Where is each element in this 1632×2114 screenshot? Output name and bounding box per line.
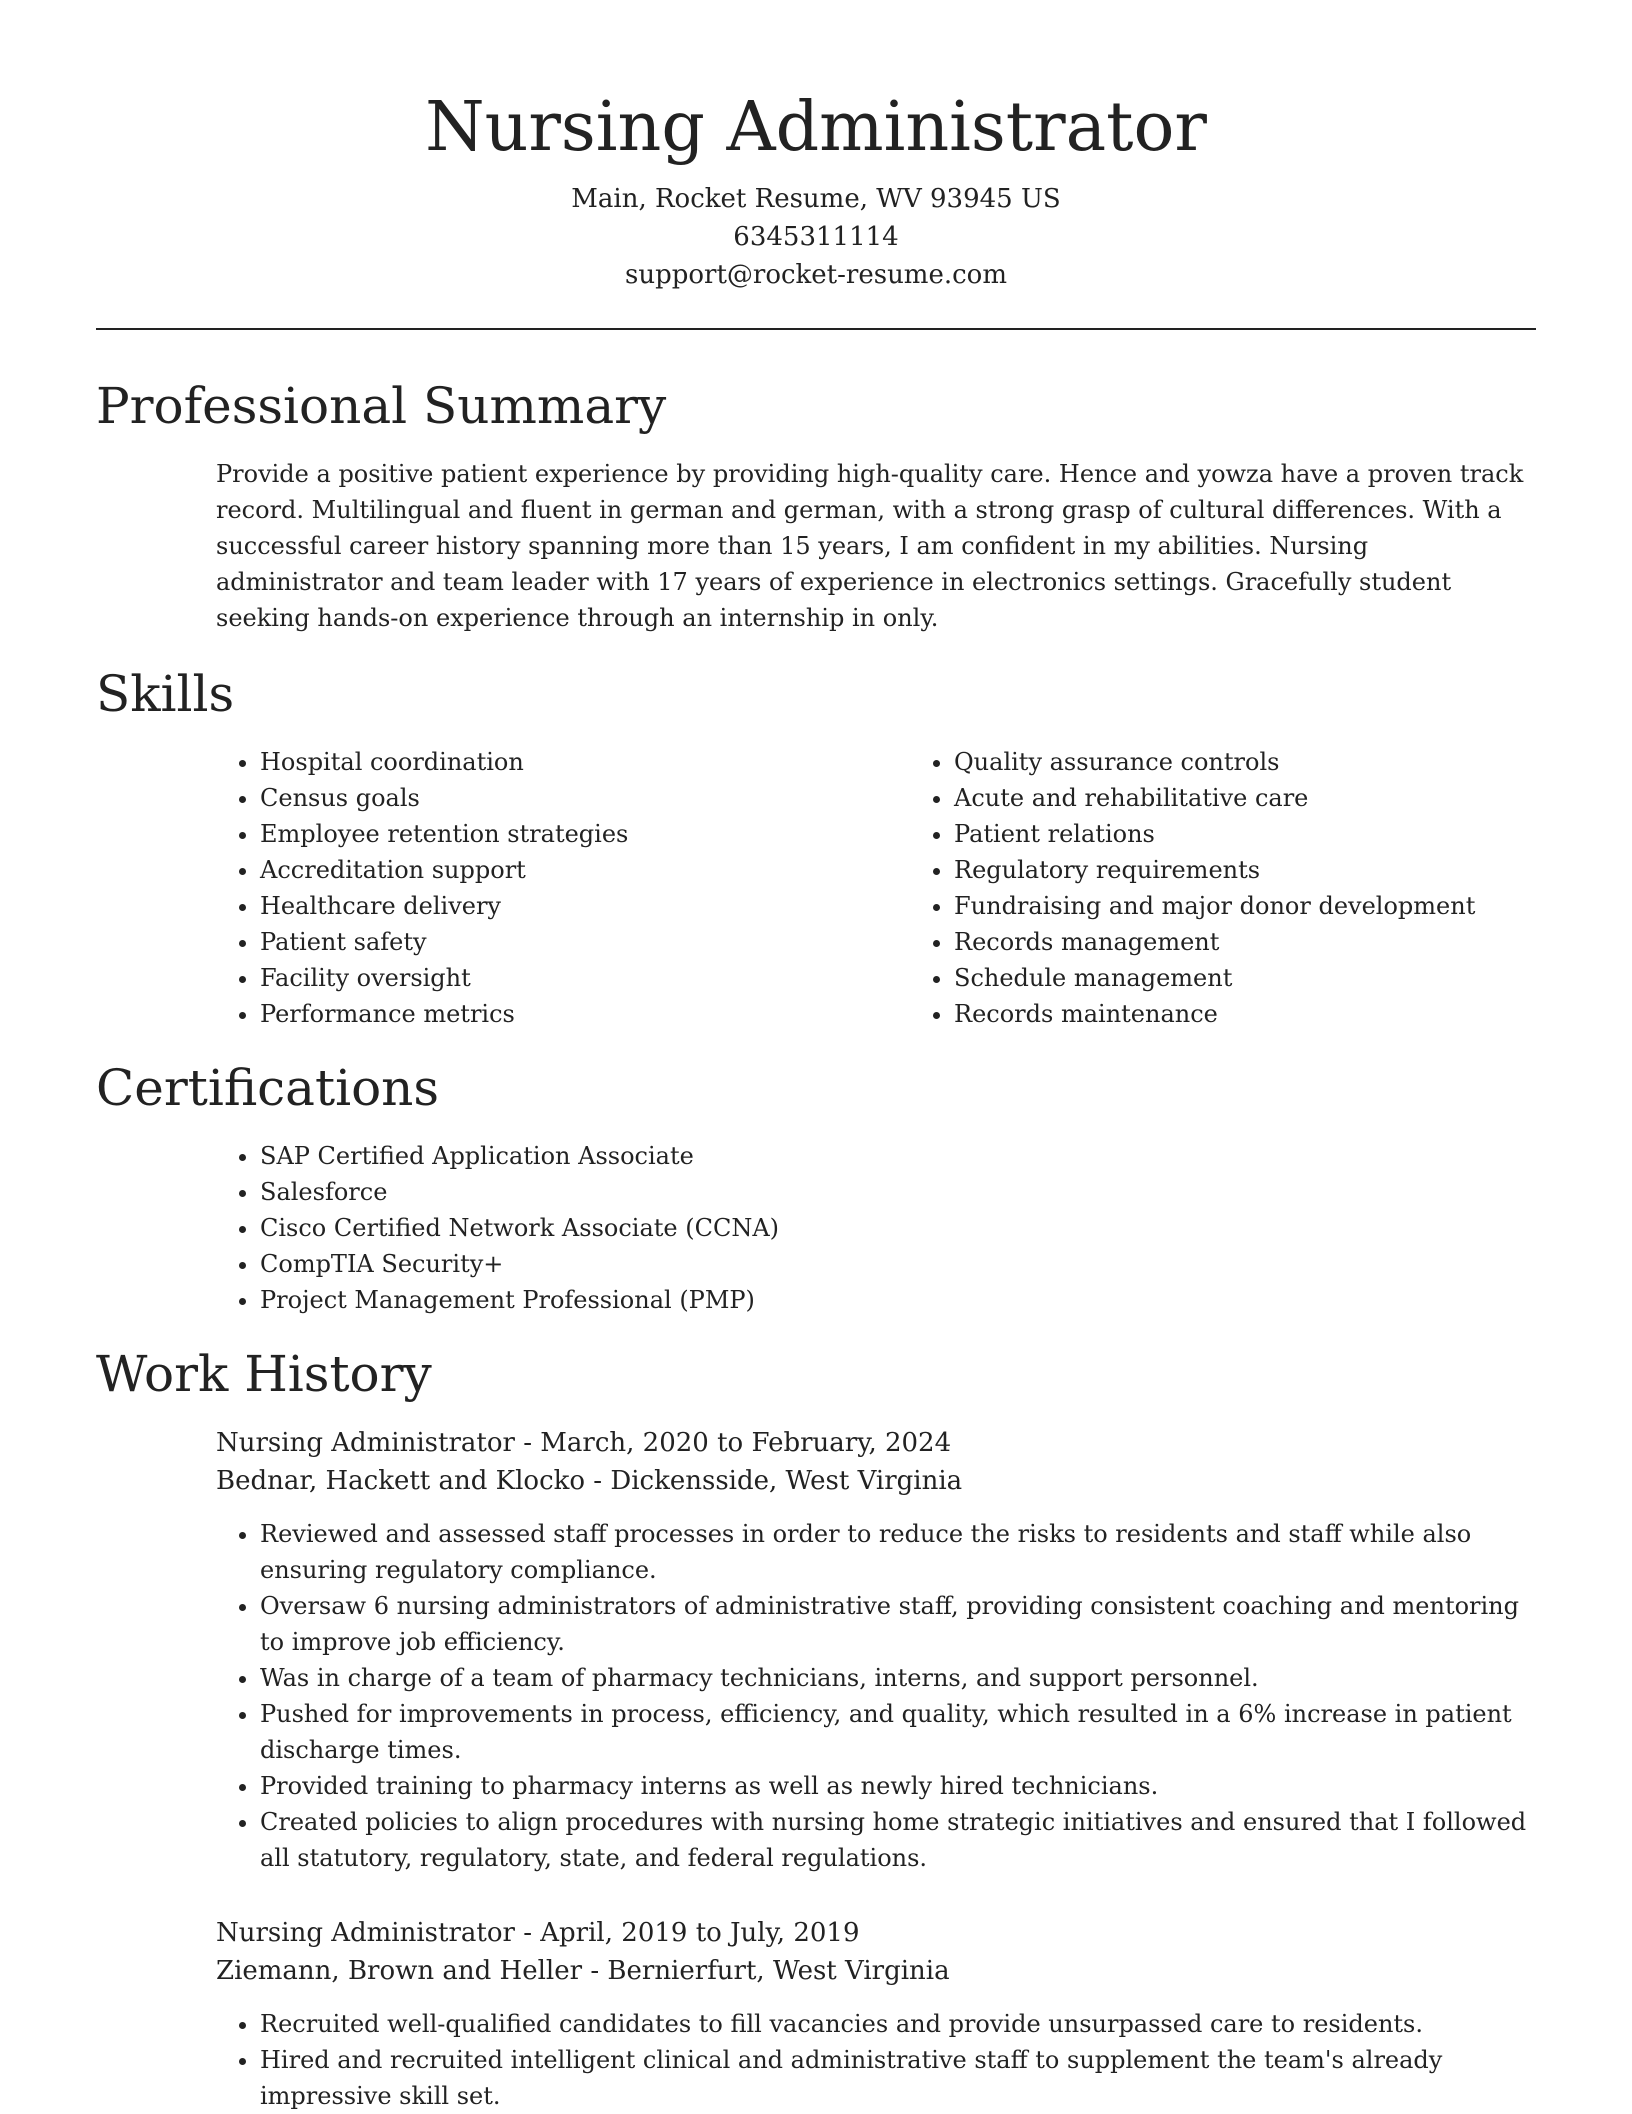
skills-list-left <box>96 744 910 1032</box>
job-bullets <box>216 1516 1536 1876</box>
certification-item: • Salesforce <box>260 1174 1536 1210</box>
resume-name: Nursing Administrator <box>425 88 1207 167</box>
skill-item: • Quality assurance controls <box>954 744 1475 780</box>
job-company: Ziemann, Brown and Heller <box>216 1956 583 1986</box>
skill-item: • Records maintenance <box>954 996 1475 1032</box>
skill-item: • Fundraising and major donor development <box>954 888 1475 924</box>
contact-phone: 6345311114 <box>733 222 899 252</box>
section-title-skills: Skills <box>96 665 235 723</box>
job-title-line: Nursing Administrator - April, 2019 to July, 2019 <box>216 1918 860 1948</box>
skill-item: • Accreditation support <box>260 852 910 888</box>
contact-info <box>96 180 1536 294</box>
skill-item: • Healthcare delivery <box>260 888 910 924</box>
section-summary <box>96 374 1536 636</box>
job-bullet: • Reviewed and assessed staff processes in order to reduce the risks to residents and staff while also ensuring regulatory compliance. <box>260 1516 1536 1588</box>
contact-email: support@rocket-resume.com <box>624 260 1007 290</box>
job-company-line: Bednar, Hackett and Klocko - Dickensside, West Virginia <box>216 1466 963 1496</box>
section-skills <box>96 662 1536 1032</box>
job-company: Bednar, Hackett and Klocko <box>216 1466 586 1496</box>
skill-item: • Patient safety <box>260 924 910 960</box>
section-title-certifications: Certifications <box>96 1059 440 1117</box>
resume-header <box>96 0 1536 294</box>
skill-item: • Performance metrics <box>260 996 910 1032</box>
summary-text: Provide a positive patient experience by providing high-quality care. Hence and yowza have a proven track record. Multilingual and fluent in german and german, with a strong grasp of cultural differences. With a successful career history spanning more than 15 years, I am confident in my abilities. Nursing administrator and team leader with 17 years of experience in electronics settings. Gracefully student seeking hands-on experience through an internship in only. <box>216 460 1524 632</box>
certification-item: • CompTIA Security+ <box>260 1246 1536 1282</box>
skill-item: • Facility oversight <box>260 960 910 996</box>
job-dates: March, 2020 to February, 2024 <box>540 1428 952 1458</box>
certification-item: • Project Management Professional (PMP) <box>260 1282 1536 1318</box>
section-title-summary: Professional Summary <box>96 377 667 435</box>
job-role: Nursing Administrator <box>216 1918 515 1948</box>
job-dates: April, 2019 to July, 2019 <box>540 1918 860 1948</box>
skill-item: • Regulatory requirements <box>954 852 1475 888</box>
job-company-line: Ziemann, Brown and Heller - Bernierfurt, West Virginia <box>216 1956 950 1986</box>
section-certifications <box>96 1056 1536 1318</box>
job-bullets <box>216 2006 1536 2114</box>
job-bullet: • Provided training to pharmacy interns as well as newly hired technicians. <box>260 1768 1536 1804</box>
skill-item: • Schedule management <box>954 960 1475 996</box>
job-title-line: Nursing Administrator - March, 2020 to February, 2024 <box>216 1428 952 1458</box>
job-entry <box>216 1424 1536 1876</box>
job-bullet: • Was in charge of a team of pharmacy technicians, interns, and support personnel. <box>260 1660 1536 1696</box>
job-location: Dickensside, West Virginia <box>610 1466 963 1496</box>
skill-item: • Records management <box>954 924 1475 960</box>
job-bullet: • Created policies to align procedures with nursing home strategic initiatives and ensured that I followed all statutory, regulatory, state, and federal regulations. <box>260 1804 1536 1876</box>
section-title-work-history: Work History <box>96 1345 432 1403</box>
job-role: Nursing Administrator <box>216 1428 515 1458</box>
skill-item: • Census goals <box>260 780 910 816</box>
skill-item: • Acute and rehabilitative care <box>954 780 1475 816</box>
job-bullet: • Pushed for improvements in process, efficiency, and quality, which resulted in a 6% increase in patient discharge times. <box>260 1696 1536 1768</box>
skill-item: • Hospital coordination <box>260 744 910 780</box>
header-divider <box>96 328 1536 330</box>
certification-item: • SAP Certified Application Associate <box>260 1138 1536 1174</box>
job-bullet: • Oversaw 6 nursing administrators of administrative staff, providing consistent coaching and mentoring to improve job efficiency. <box>260 1588 1536 1660</box>
skill-item: • Employee retention strategies <box>260 816 910 852</box>
skill-item: • Patient relations <box>954 816 1475 852</box>
skills-list-right <box>910 744 1475 1032</box>
job-bullet: • Hired and recruited intelligent clinical and administrative staff to supplement the team's already impressive skill set. <box>260 2042 1536 2114</box>
job-location: Bernierfurt, West Virginia <box>607 1956 950 1986</box>
certification-item: • Cisco Certified Network Associate (CCNA) <box>260 1210 1536 1246</box>
contact-address: Main, Rocket Resume, WV 93945 US <box>571 184 1061 214</box>
section-work-history <box>96 1342 1536 2114</box>
job-bullet: • Recruited well-qualified candidates to fill vacancies and provide unsurpassed care to residents. <box>260 2006 1536 2042</box>
skills-columns <box>96 744 1536 1032</box>
certifications-list <box>96 1138 1536 1318</box>
job-entry <box>216 1914 1536 2114</box>
